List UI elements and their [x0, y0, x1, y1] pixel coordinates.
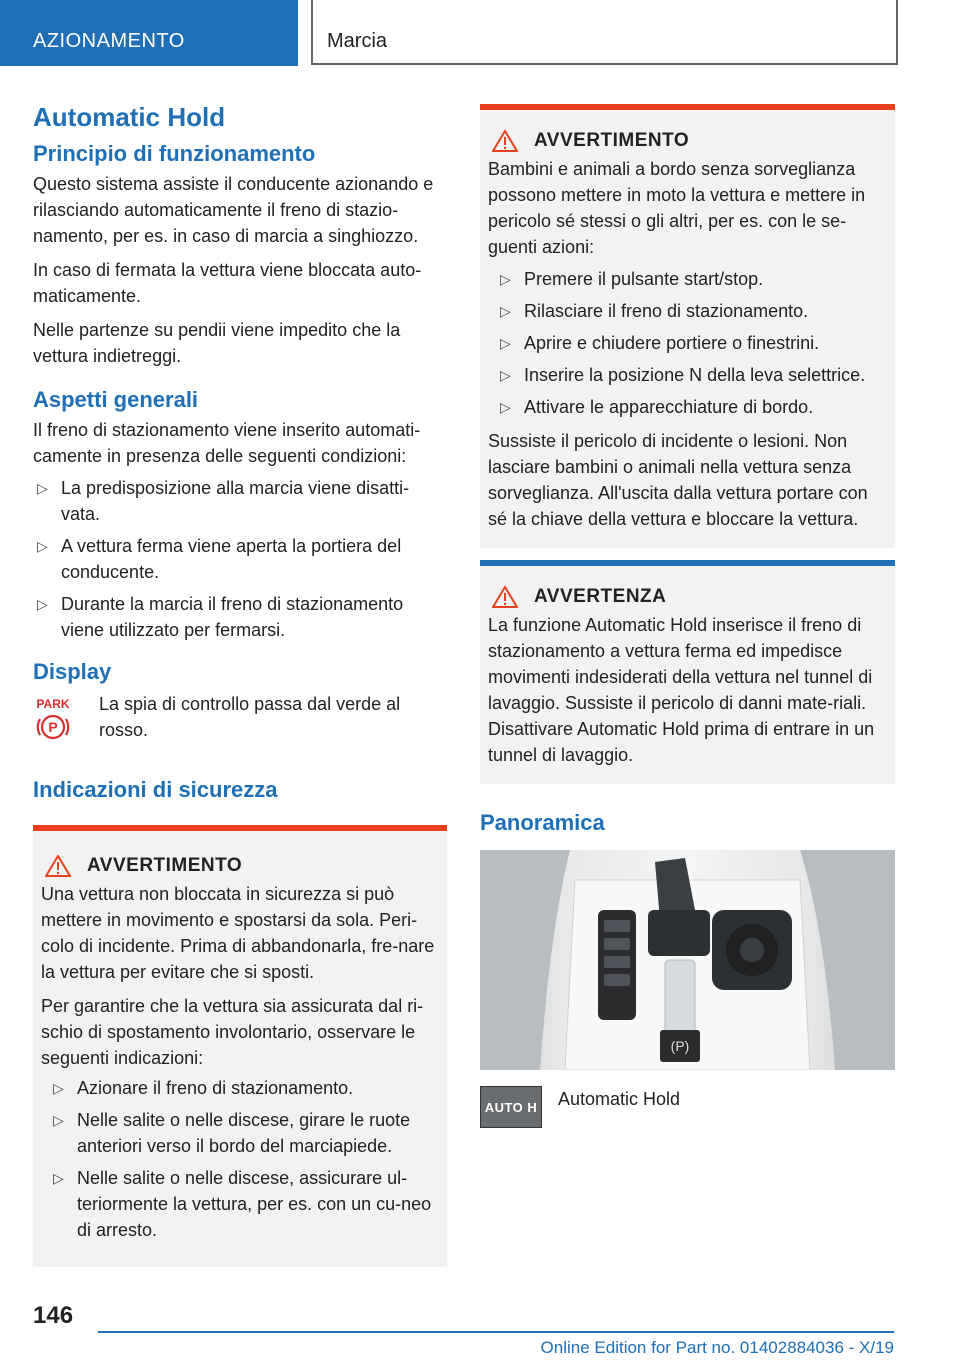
safety-warning-box	[33, 825, 447, 1267]
auto-hold-row	[480, 1086, 895, 1128]
list-item: ▷ Durante la marcia il freno di stazionamento viene utilizzato per fermarsi.	[33, 591, 447, 643]
svg-text:(P): (P)	[670, 1038, 690, 1054]
caution-text: La funzione Automatic Hold inserisce il freno di stazionamento a vettura ferma ed impedisce movimenti indesiderati della vettura nel tunnel di lavaggio. Sussiste il pericolo di danni mate-riali. Disattivare Automatic Hold prima di entrare in un tunnel di lavaggio.	[488, 615, 875, 765]
center-console-illustration	[480, 850, 895, 1070]
display-text: La spia di controllo passa dal verde al rosso.	[99, 694, 401, 740]
warning-triangle-icon	[492, 130, 518, 152]
overview-heading: Panoramica	[480, 810, 605, 835]
caution-title: AVVERTENZA	[488, 586, 887, 608]
triangle-bullet-icon: ▷	[53, 1170, 64, 1186]
warning-paragraph: Una vettura non bloccata in sicurezza si può mettere in movimento e spostarsi da sola. Peri-colo di incidente. Prima di abbandonarla, fre-nare la vettura per evitare che si sposti.	[41, 884, 435, 982]
list-item: ▷ Nelle salite o nelle discese, girare le ruote anteriori verso il bordo del marciapiede.	[49, 1107, 439, 1159]
list-item: ▷ Attivare le apparecchiature di bordo.	[496, 394, 887, 420]
children-warning-box	[480, 104, 895, 548]
park-brake-icon	[33, 695, 73, 745]
safety-heading: Indicazioni di sicurezza	[33, 777, 278, 802]
triangle-bullet-icon: ▷	[37, 596, 48, 612]
triangle-bullet-icon: ▷	[500, 303, 511, 319]
page-number: 146	[33, 1302, 74, 1329]
park-symbol: P	[48, 719, 58, 735]
right-column	[480, 100, 895, 1128]
park-label: PARK	[36, 697, 70, 711]
principle-heading: Principio di funzionamento	[33, 141, 316, 166]
triangle-bullet-icon: ▷	[500, 367, 511, 383]
caution-bar	[480, 560, 895, 566]
general-list	[33, 475, 447, 643]
display-row	[33, 691, 447, 751]
list-item: ▷ Inserire la posizione N della leva selettrice.	[496, 362, 887, 388]
principle-paragraph: In caso di fermata la vettura viene bloccata auto-maticamente.	[33, 260, 422, 306]
left-column	[33, 100, 447, 1267]
display-heading: Display	[33, 659, 112, 684]
footer-divider	[98, 1331, 894, 1333]
list-item: ▷ Nelle salite o nelle discese, assicurare ul-teriormente la vettura, per es. con un cu-neo di arresto.	[49, 1165, 439, 1243]
section-tab	[0, 0, 298, 66]
list-item: ▷ Rilasciare il freno di stazionamento.	[496, 298, 887, 324]
auto-hold-label: Automatic Hold	[558, 1089, 681, 1109]
triangle-bullet-icon: ▷	[53, 1112, 64, 1128]
list-item: ▷ Aprire e chiudere portiere o finestrini.	[496, 330, 887, 356]
chapter-label: Marcia	[327, 30, 388, 52]
warning-title: AVVERTIMENTO	[488, 130, 887, 152]
caution-box	[480, 560, 895, 784]
warning-title: AVVERTIMENTO	[41, 855, 439, 877]
section-label: AZIONAMENTO	[33, 30, 185, 52]
warning-bar	[33, 825, 447, 831]
warning-triangle-icon	[45, 855, 71, 877]
warning-outro: Sussiste il pericolo di incidente o lesioni. Non lasciare bambini o animali nella vettura senza sorveglianza. All'uscita dalla vettura portare con sé la chiave della vettura e bloccare la vettura.	[488, 431, 868, 529]
footer-edition: Online Edition for Part no. 01402884036 - X/19	[540, 1338, 894, 1357]
warning-bar	[480, 104, 895, 110]
list-item: ▷ Premere il pulsante start/stop.	[496, 266, 887, 292]
principle-paragraph: Questo sistema assiste il conducente azionando e rilasciando automaticamente il freno di stazio-namento, per es. in caso di marcia a singhiozzo.	[33, 174, 434, 246]
list-item: ▷ Azionare il freno di stazionamento.	[49, 1075, 439, 1101]
general-intro: Il freno di stazionamento viene inserito automati-camente in presenza delle seguenti condizioni:	[33, 420, 421, 466]
general-heading: Aspetti generali	[33, 387, 199, 412]
center-console-photo	[480, 850, 895, 1070]
page-title: Automatic Hold	[33, 102, 226, 132]
warning-intro: Bambini e animali a bordo senza sorveglianza possono mettere in moto la vettura e mettere in pericolo sé stessi o gli altri, per es. con le se-guenti azioni:	[488, 159, 866, 257]
caution-triangle-icon	[492, 586, 518, 608]
triangle-bullet-icon: ▷	[37, 538, 48, 554]
safety-list	[49, 1075, 439, 1243]
list-item: ▷ A vettura ferma viene aperta la portiera del conducente.	[33, 533, 447, 585]
warning-paragraph: Per garantire che la vettura sia assicurata dal ri-schio di spostamento involontario, osservare le seguenti indicazioni:	[41, 996, 424, 1068]
auto-hold-button-icon: AUTO H	[480, 1086, 542, 1128]
list-item: ▷ La predisposizione alla marcia viene disatti-vata.	[33, 475, 447, 527]
triangle-bullet-icon: ▷	[500, 399, 511, 415]
principle-paragraph: Nelle partenze su pendii viene impedito che la vettura indietreggi.	[33, 320, 401, 366]
chapter-tab	[311, 0, 898, 65]
triangle-bullet-icon: ▷	[37, 480, 48, 496]
triangle-bullet-icon: ▷	[500, 335, 511, 351]
triangle-bullet-icon: ▷	[500, 271, 511, 287]
triangle-bullet-icon: ▷	[53, 1080, 64, 1096]
children-list	[496, 266, 887, 420]
